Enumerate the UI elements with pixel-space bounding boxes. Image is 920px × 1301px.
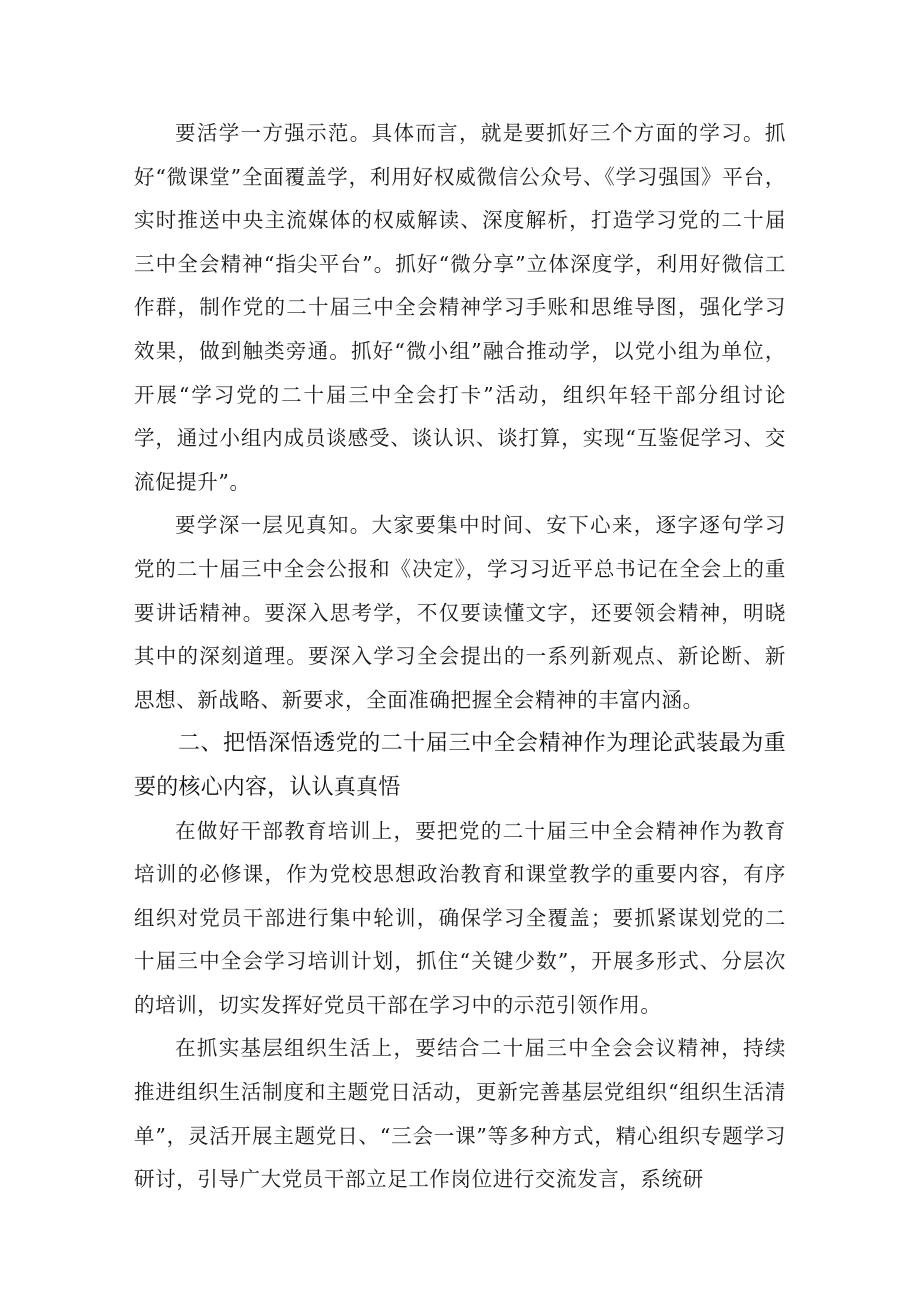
paragraph-cadre-training: 在做好干部教育培训上，要把党的二十届三中全会精神作为教育培训的必修课，作为党校思想政治教育和课堂教学的重要内容，有序组织对党员干部进行集中轮训，确保学习全覆盖；要抓紧谋划党的二十届三中全会学习培训计划，抓住“关键少数”，开展多形式、分层次的培训，切实发挥好党员干部在学习中的示范引领作用。 <box>134 818 786 1017</box>
paragraph-deep-learning: 要学深一层见真知。大家要集中时间、安下心来，逐字逐句学习党的二十届三中全会公报和《决定》，学习习近平总书记在全会上的重要讲话精神。要深入思考学，不仅要读懂文字，还要领会精神，明晓其中的深刻道理。要深入学习全会提出的一系列新观点、新论断、新思想、新战略、新要求，全面准确把握全会精神的丰富内涵。 <box>134 513 786 712</box>
paragraph-grassroots-organization: 在抓实基层组织生活上，要结合二十届三中全会会议精神，持续推进组织生活制度和主题党日活动，更新完善基层党组织“组织生活清单”，灵活开展主题党日、“三会一课”等多种方式，精心组织专题学习研讨，引导广大党员干部立足工作岗位进行交流发言，系统研 <box>134 1036 786 1192</box>
document-body <box>134 112 786 1202</box>
paragraph-active-learning: 要活学一方强示范。具体而言，就是要抓好三个方面的学习。抓好“微课堂”全面覆盖学，利用好权威微信公众号、《学习强国》平台，实时推送中央主流媒体的权威解读、深度解析，打造学习党的二十届三中全会精神“指尖平台”。抓好“微分享”立体深度学，利用好微信工作群，制作党的二十届三中全会精神学习手账和思维导图，强化学习效果，做到触类旁通。抓好“微小组”融合推动学，以党小组为单位，开展“学习党的二十届三中全会打卡”活动，组织年轻干部分组讨论学，通过小组内成员谈感受、谈认识、谈打算，实现“互鉴促学习、交流促提升”。 <box>134 121 786 494</box>
section-heading-two: 二、把悟深悟透党的二十届三中全会精神作为理论武装最为重要的核心内容，认认真真悟 <box>134 731 786 800</box>
